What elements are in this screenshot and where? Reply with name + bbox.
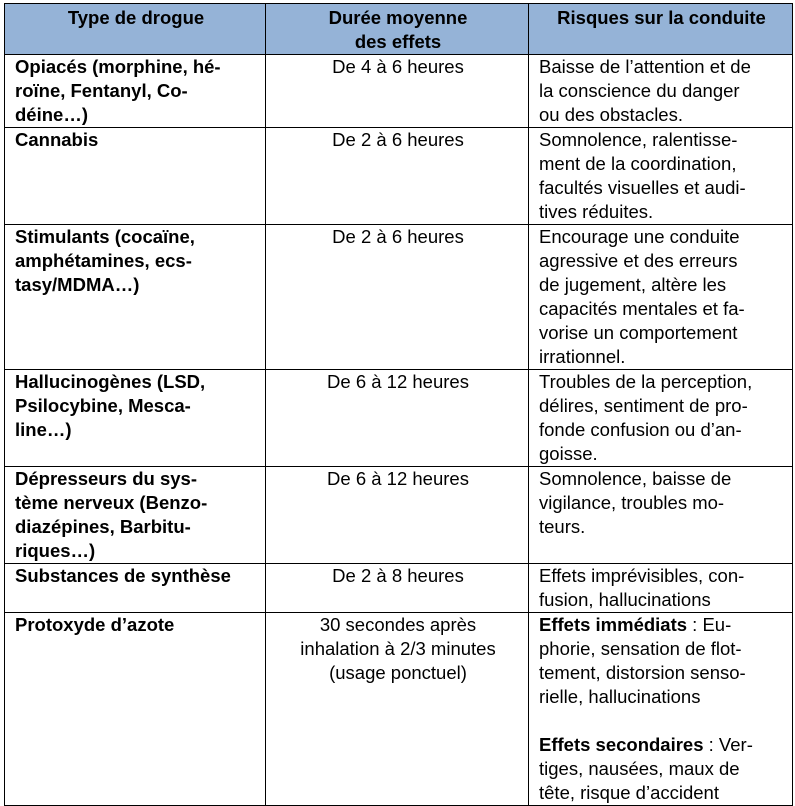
table-row [5, 467, 793, 564]
cell-risks-line: vorise un comportement [539, 322, 738, 343]
cell-drug-type [5, 128, 266, 225]
cell-duration-line: De 4 à 6 heures [332, 56, 464, 77]
cell-risks-line: Somnolence, baisse de [539, 468, 732, 489]
cell-drug-type-line: Cannabis [15, 129, 99, 150]
cell-drug-type [5, 467, 266, 564]
cell-drug-type-line: Substances de synthèse [15, 565, 231, 586]
cell-duration-line: De 2 à 8 heures [332, 565, 464, 586]
cell-risks-line: goisse. [539, 443, 598, 464]
cell-drug-type-line: Dépresseurs du sys- [15, 468, 198, 489]
secondary-effects-line: Effets secondaires : Ver- [539, 734, 753, 755]
cell-duration [266, 467, 529, 564]
cell-duration-line: De 6 à 12 heures [327, 371, 469, 392]
cell-drug-type-line: roïne, Fentanyl, Co- [15, 80, 188, 101]
cell-duration [266, 55, 529, 128]
table-row [5, 55, 793, 128]
cell-risks [529, 467, 793, 564]
header-duration: Durée moyenne des effets [266, 4, 529, 55]
cell-risks-line: Troubles de la perception, [539, 371, 753, 392]
cell-drug-type [5, 564, 266, 613]
cell-duration [266, 370, 529, 467]
cell-drug-type-line: riques…) [15, 540, 96, 561]
cell-risks-line: Encourage une conduite [539, 226, 740, 247]
immediate-effects-line: Effets immédiats : Eu- [539, 614, 732, 635]
cell-risks-line: fonde confusion ou d’an- [539, 419, 742, 440]
cell-risks-line: tives réduites. [539, 201, 654, 222]
cell-duration [266, 128, 529, 225]
table-row-protoxyde [5, 613, 793, 806]
cell-risks [529, 128, 793, 225]
table-row [5, 128, 793, 225]
cell-risks-line: agressive et des erreurs [539, 250, 738, 271]
cell-drug-type: Protoxyde d’azote [5, 613, 266, 806]
cell-drug-type-line: tasy/MDMA…) [15, 274, 140, 295]
cell-risks-line: fusion, hallucinations [539, 589, 711, 610]
cell-duration-line: De 2 à 6 heures [332, 129, 464, 150]
cell-risks: Effets immédiats : Eu- phorie, sensation de flot- tement, distorsion senso- rielle, hallucinations Effets secondaires : Ver- tiges, nausées, maux de tête, risque d’accident [529, 613, 793, 806]
cell-drug-type-line: Psilocybine, Mesca- [15, 395, 191, 416]
cell-risks-line: ou des obstacles. [539, 104, 683, 125]
cell-drug-type-line: line…) [15, 419, 72, 440]
cell-risks-line: capacités mentales et fa- [539, 298, 745, 319]
cell-risks-line: la conscience du danger [539, 80, 740, 101]
table-row [5, 370, 793, 467]
cell-drug-type-line: Stimulants (cocaïne, [15, 226, 195, 247]
cell-risks-line: de jugement, altère les [539, 274, 727, 295]
cell-risks-line: irrationnel. [539, 346, 626, 367]
cell-risks-line: Effets imprévisibles, con- [539, 565, 745, 586]
secondary-effects-label: Effets secondaires [539, 734, 704, 755]
header-risks: Risques sur la conduite [529, 4, 793, 55]
cell-drug-type [5, 55, 266, 128]
cell-duration [266, 225, 529, 370]
header-row [5, 4, 793, 55]
cell-risks [529, 55, 793, 128]
cell-drug-type-line: tème nerveux (Benzo- [15, 492, 208, 513]
cell-risks-line: vigilance, troubles mo- [539, 492, 725, 513]
immediate-effects-label: Effets immédiats [539, 614, 688, 635]
cell-risks-line: Baisse de l’attention et de [539, 56, 751, 77]
header-type: Type de drogue [5, 4, 266, 55]
cell-drug-type-line: Opiacés (morphine, hé- [15, 56, 221, 77]
spacer [539, 709, 780, 733]
cell-risks [529, 370, 793, 467]
table-body [5, 55, 793, 806]
table-row [5, 225, 793, 370]
cell-duration: 30 secondes après inhalation à 2/3 minutes (usage ponctuel) [266, 613, 529, 806]
cell-risks [529, 225, 793, 370]
cell-drug-type-line: Hallucinogènes (LSD, [15, 371, 206, 392]
cell-drug-type [5, 225, 266, 370]
cell-risks-line: ment de la coordination, [539, 153, 737, 174]
cell-drug-type-line: diazépines, Barbitu- [15, 516, 191, 537]
cell-risks-line: Somnolence, ralentisse- [539, 129, 738, 150]
cell-drug-type-line: amphétamines, ecs- [15, 250, 192, 271]
cell-risks-line: facultés visuelles et audi- [539, 177, 746, 198]
cell-risks [529, 564, 793, 613]
table-row [5, 564, 793, 613]
cell-duration [266, 564, 529, 613]
cell-drug-type [5, 370, 266, 467]
drug-effects-table [4, 3, 793, 806]
cell-risks-line: teurs. [539, 516, 586, 537]
cell-duration-line: De 2 à 6 heures [332, 226, 464, 247]
cell-drug-type-line: déine…) [15, 104, 88, 125]
cell-duration-line: De 6 à 12 heures [327, 468, 469, 489]
cell-risks-line: délires, sentiment de pro- [539, 395, 748, 416]
